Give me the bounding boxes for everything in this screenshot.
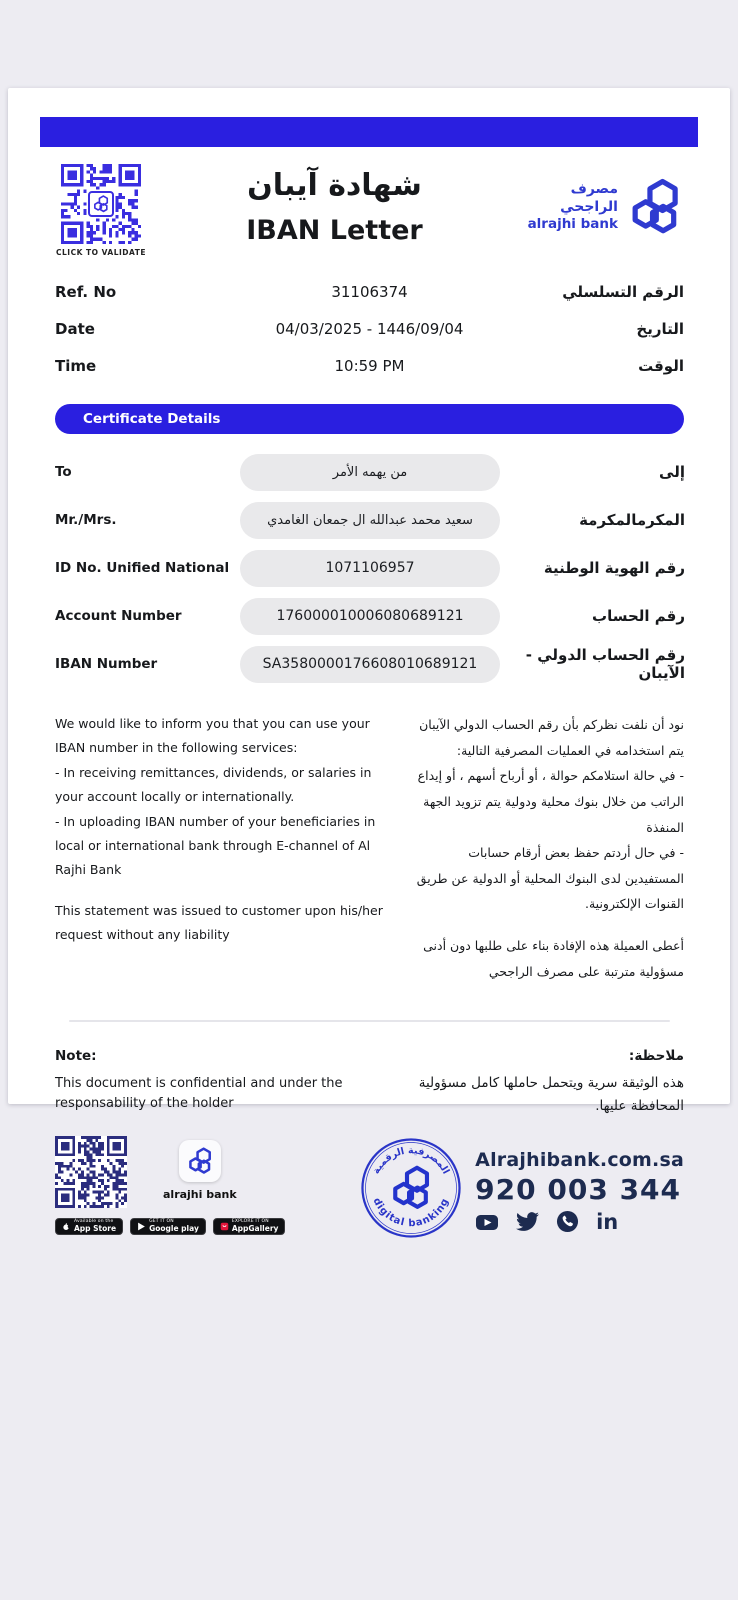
- time-value: 10:59 PM: [334, 356, 405, 375]
- field-row-to: [55, 448, 684, 496]
- alrajhi-logo-icon: [186, 1147, 214, 1175]
- note-english: [55, 1048, 384, 1118]
- note-section: [55, 1048, 684, 1118]
- alrajhi-app-icon: [179, 1140, 221, 1182]
- app-store-badge[interactable]: [55, 1218, 123, 1235]
- info-paragraphs: [55, 712, 684, 984]
- qr-caption: CLICK TO VALIDATE: [56, 248, 146, 257]
- document-footer: [55, 1136, 684, 1240]
- social-icons: [475, 1210, 684, 1234]
- contact-block: [475, 1143, 684, 1234]
- bank-brand-names: [522, 181, 618, 233]
- iban-letter-document: [8, 88, 730, 1234]
- note-heading-ar: ملاحظة:: [628, 1048, 684, 1065]
- to-label-ar: إلى: [659, 463, 685, 481]
- document-titles: [147, 164, 522, 246]
- note-body-ar: هذه الوثيقة سرية ويتحمل حاملها كامل مسؤولية المحافظة عليها.: [418, 1075, 684, 1115]
- header-blue-bar: [40, 117, 698, 147]
- meta-row-date: [55, 310, 684, 347]
- time-label-ar: الوقت: [638, 356, 684, 375]
- name-label-en: Mr./Mrs.: [55, 512, 117, 528]
- to-value-pill: من يهمه الأمر: [240, 454, 500, 491]
- appgallery-icon: [220, 1222, 229, 1231]
- info-ar-line1: نود أن نلفت نظركم بأن رقم الحساب الدولي الآيبان يتم استخدامه في العمليات المصرفية التالية:: [419, 717, 684, 758]
- app-label: alrajhi bank: [163, 1188, 237, 1202]
- ref-label-en: Ref. No: [55, 282, 117, 301]
- whatsapp-icon[interactable]: [555, 1210, 579, 1234]
- info-ar-line3: - في حال أردتم حفظ بعض أرقام حسابات المستفيدين لدى البنوك المحلية أو الدولية عن طريق القنوات الإلكترونية.: [416, 845, 684, 912]
- qr-center-logo-frame: [88, 191, 114, 217]
- google-play-badge-text: [149, 1220, 199, 1233]
- linkedin-icon[interactable]: [595, 1210, 619, 1234]
- app-store-badge-text: [74, 1220, 116, 1233]
- account-number-label-en: Account Number: [55, 608, 182, 624]
- website-url: Alrajhibank.com.sa: [475, 1148, 684, 1171]
- info-en-line2: - In receiving remittances, dividends, or salaries in your account locally or internationally.: [55, 764, 372, 805]
- name-value-pill: سعيد محمد عبدالله ال جمعان الغامدي: [240, 502, 500, 539]
- bank-name-arabic: مصرف الراجحي: [560, 181, 618, 215]
- meta-row-ref: [55, 273, 684, 310]
- ref-value: 31106374: [331, 282, 408, 301]
- document-header: [55, 164, 684, 257]
- badge-store-name: App Store: [74, 1224, 117, 1234]
- digital-banking-stamp: [359, 1136, 463, 1240]
- appgallery-badge-text: [232, 1220, 279, 1233]
- badge-store-name: AppGallery: [231, 1224, 279, 1234]
- badge-top-line: EXPLORE IT ON: [231, 1219, 269, 1225]
- bank-name-english: alrajhi bank: [527, 216, 618, 233]
- field-row-name: [55, 496, 684, 544]
- info-arabic: [409, 712, 684, 984]
- appgallery-badge[interactable]: [213, 1218, 286, 1235]
- note-heading-en: Note:: [55, 1048, 97, 1065]
- account-number-value-pill: 176000010006080689121: [240, 598, 500, 635]
- certificate-details-header: Certificate Details: [55, 404, 684, 434]
- field-row-iban: [55, 640, 684, 688]
- iban-value-pill: SA3580000176608010689121: [240, 646, 500, 683]
- footer-right: [359, 1136, 684, 1240]
- national-id-label-en: ID No. Unified National: [55, 560, 230, 576]
- info-en-closing: This statement was issued to customer upon his/her request without any liability: [55, 902, 383, 942]
- badge-top-line: GET IT ON: [149, 1219, 174, 1225]
- iban-label-en: IBAN Number: [55, 656, 158, 672]
- alrajhi-logo-icon: [388, 1165, 434, 1211]
- time-label-en: Time: [55, 356, 97, 375]
- app-block: [163, 1136, 237, 1201]
- certificate-fields: [55, 448, 684, 688]
- alrajhi-logo-icon: [626, 178, 684, 236]
- field-row-national-id: [55, 544, 684, 592]
- apple-icon: [62, 1222, 71, 1231]
- stamp-text-english: digital banking: [370, 1196, 452, 1230]
- title-arabic: شهادة آيبان: [247, 168, 422, 203]
- section-divider: [69, 1020, 670, 1022]
- bank-brand: [522, 164, 684, 236]
- validation-qr-block: [55, 164, 147, 257]
- national-id-value-pill: 1071106957: [240, 550, 500, 587]
- footer-left: [55, 1136, 359, 1240]
- iban-label-ar: رقم الحساب الدولي - الآيبان: [525, 646, 685, 682]
- date-value: 04/03/2025 - 1446/09/04: [275, 319, 464, 338]
- badge-top-line: Available on the: [74, 1219, 114, 1225]
- twitter-icon[interactable]: [515, 1210, 539, 1234]
- info-en-line3: - In uploading IBAN number of your beneficiaries in local or international bank through E-channel of Al Rajhi Bank: [55, 813, 376, 878]
- info-ar-line2: - في حالة استلامكم حوالة ، أو أرباح أسهم ، أو إيداع الراتب من خلال بنوك محلية ودولية يتم تزويد الجهة المنفذة: [417, 768, 684, 835]
- linkedin-glyph: in: [596, 1209, 619, 1234]
- meta-row-time: [55, 347, 684, 384]
- footer-app-row: [55, 1136, 359, 1208]
- ref-label-ar: الرقم التسلسلي: [562, 282, 684, 301]
- to-label-en: To: [55, 464, 72, 480]
- stamp-text-arabic: المصرفية الرقمية: [371, 1145, 452, 1177]
- info-en-line1: We would like to inform you that you can use your IBAN number in the following services:: [55, 716, 370, 756]
- info-english: [55, 712, 385, 984]
- alrajhi-logo-icon: [92, 195, 110, 213]
- account-number-label-ar: رقم الحساب: [592, 607, 685, 625]
- store-badges: [55, 1218, 359, 1235]
- google-play-badge[interactable]: [130, 1218, 206, 1235]
- document-meta: [55, 273, 684, 384]
- google-play-icon: [137, 1222, 146, 1231]
- title-english: IBAN Letter: [246, 215, 423, 246]
- note-body-en: This document is confidential and under the responsability of the holder: [55, 1076, 343, 1111]
- youtube-icon[interactable]: [475, 1210, 499, 1234]
- name-label-ar: المكرمالمكرمة: [579, 511, 685, 529]
- validate-qr-code[interactable]: [61, 164, 141, 244]
- phone-number: 920 003 344: [475, 1172, 682, 1206]
- date-label-ar: التاريخ: [636, 319, 684, 338]
- date-label-en: Date: [55, 319, 95, 338]
- badge-store-name: Google play: [149, 1224, 199, 1234]
- info-ar-closing: أعطى العميلة هذه الإفادة بناء على طلبها دون أدنى مسؤولية مترتبة على مصرف الراجحي: [423, 938, 684, 979]
- field-row-account-number: [55, 592, 684, 640]
- national-id-label-ar: رقم الهوية الوطنية: [543, 559, 685, 577]
- app-download-qr-code: [55, 1136, 127, 1208]
- note-arabic: [384, 1048, 684, 1118]
